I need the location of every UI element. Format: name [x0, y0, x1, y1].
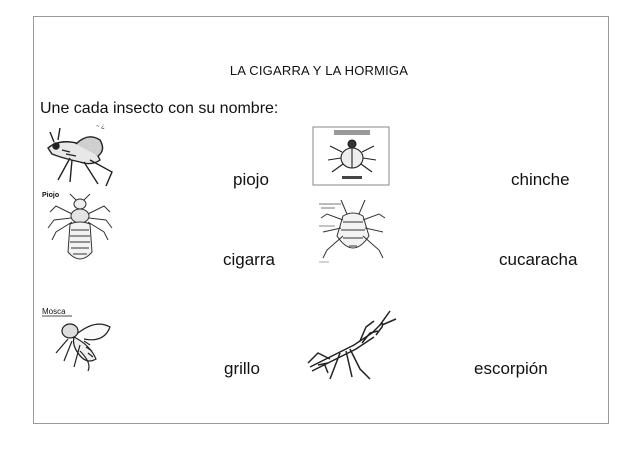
- ladybug-icon[interactable]: [312, 126, 392, 186]
- word-escorpion[interactable]: escorpión: [474, 359, 548, 378]
- fly-label: Mosca: [42, 307, 66, 316]
- svg-text:~ ¿: ~ ¿: [96, 124, 105, 130]
- page-title: LA CIGARRA Y LA HORMIGA: [229, 63, 409, 78]
- grasshopper-icon[interactable]: [40, 120, 120, 190]
- word-grillo[interactable]: grillo: [224, 359, 260, 378]
- word-cucaracha[interactable]: cucaracha: [499, 250, 578, 269]
- stink-bug-icon[interactable]: [313, 196, 393, 270]
- word-piojo[interactable]: piojo: [233, 170, 269, 189]
- louse-icon[interactable]: [40, 190, 120, 270]
- instruction-text: Une cada insecto con su nombre:: [40, 100, 279, 117]
- fly-icon[interactable]: [40, 305, 120, 375]
- word-chinche[interactable]: chinche: [511, 170, 570, 189]
- word-cigarra[interactable]: cigarra: [223, 250, 275, 269]
- louse-label: Piojo: [42, 192, 60, 199]
- mantis-icon[interactable]: [300, 305, 400, 385]
